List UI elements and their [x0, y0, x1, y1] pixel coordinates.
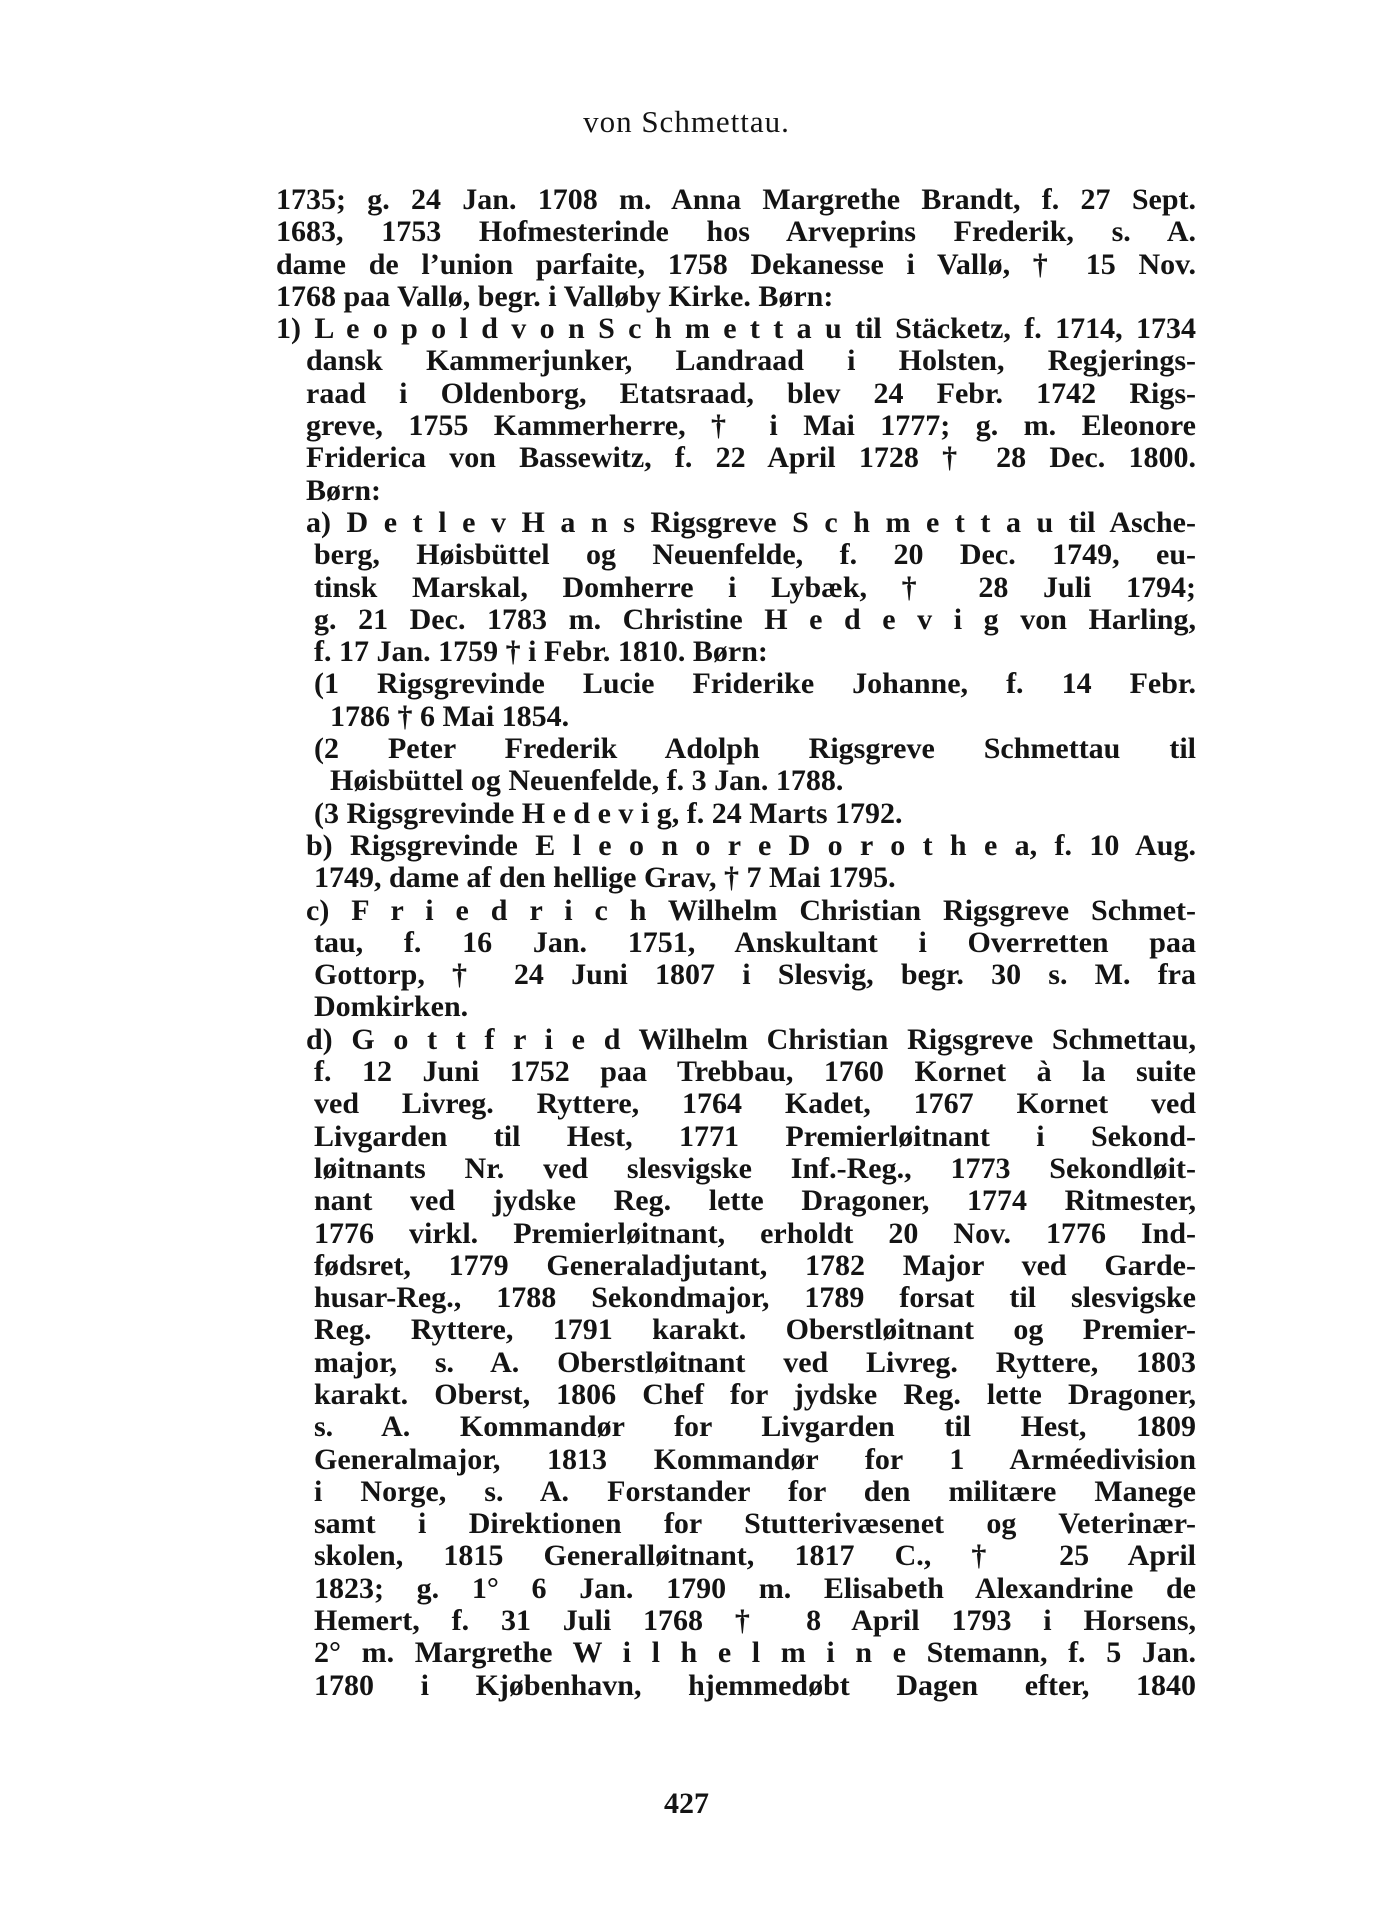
text-line: Børn: [306, 473, 381, 507]
text-line: tinsk Marskal, Domherre i Lybæk, † 28 Juli 1794; [314, 570, 1196, 604]
text-line: 1786 † 6 Mai 1854. [330, 699, 570, 733]
text-line: (3 Rigsgrevinde H e d e v i g, f. 24 Marts 1792. [314, 796, 903, 830]
text-line: karakt. Oberst, 1806 Chef for jydske Reg. lette Dragoner, [314, 1377, 1196, 1411]
text-line: 1735; g. 24 Jan. 1708 m. Anna Margrethe Brandt, f. 27 Sept. [276, 183, 1196, 216]
text-line: a) D e t l e v H a n s Rigsgreve S c h m e t t a u til Asche- [306, 505, 1196, 539]
text-line: s. A. Kommandør for Livgarden til Hest, 1809 [314, 1410, 1196, 1444]
text-line: berg, Høisbüttel og Neuenfelde, f. 20 Dec. 1749, eu- [314, 538, 1196, 572]
text-line: Gottorp, † 24 Juni 1807 i Slesvig, begr. 30 s. M. fra [314, 958, 1196, 992]
running-head: von Schmettau. [583, 104, 790, 139]
text-line: greve, 1755 Kammerherre, † i Mai 1777; g. m. Eleonore [306, 409, 1196, 443]
text-line: i Norge, s. A. Forstander for den militære Manege [314, 1474, 1196, 1508]
text-line: b) Rigsgrevinde E l e o n o r e D o r o t h e a, f. 10 Aug. [306, 828, 1196, 862]
text-line: Hemert, f. 31 Juli 1768 † 8 April 1793 i Horsens, [314, 1604, 1196, 1638]
text-line: 1776 virkl. Premierløitnant, erholdt 20 Nov. 1776 Ind- [314, 1216, 1196, 1250]
text-line: 1780 i Kjøbenhavn, hjemmedøbt Dagen efter, 1840 [314, 1668, 1196, 1702]
text-line: Domkirken. [314, 990, 469, 1024]
body-text [276, 184, 1196, 1702]
text-line: nant ved jydske Reg. lette Dragoner, 1774 Ritmester, [314, 1184, 1196, 1218]
text-line: (2 Peter Frederik Adolph Rigsgreve Schmettau til [314, 732, 1196, 766]
text-line: Friderica von Bassewitz, f. 22 April 1728 † 28 Dec. 1800. [306, 441, 1196, 475]
text-line: raad i Oldenborg, Etatsraad, blev 24 Febr. 1742 Rigs- [306, 376, 1196, 410]
text-line: løitnants Nr. ved slesvigske Inf.-Reg., 1773 Sekondløit- [314, 1151, 1196, 1185]
text-line: dame de l’union parfaite, 1758 Dekanesse i Vallø, † 15 Nov. [276, 247, 1196, 281]
text-line: major, s. A. Oberstløitnant ved Livreg. Ryttere, 1803 [314, 1345, 1196, 1379]
text-line: husar-Reg., 1788 Sekondmajor, 1789 forsat til slesvigske [314, 1281, 1196, 1315]
text-line: samt i Direktionen for Stutterivæsenet og Veterinær- [314, 1507, 1196, 1541]
text-line: g. 21 Dec. 1783 m. Christine H e d e v i g von Harling, [314, 602, 1196, 636]
text-line: 1) L e o p o l d v o n S c h m e t t a u til Stäcketz, f. 1714, 1734 [276, 312, 1196, 346]
text-line: tau, f. 16 Jan. 1751, Anskultant i Overretten paa [314, 925, 1196, 959]
text-line: 1768 paa Vallø, begr. i Valløby Kirke. Børn: [276, 279, 834, 313]
text-line: Høisbüttel og Neuenfelde, f. 3 Jan. 1788. [330, 764, 844, 798]
text-line: 1683, 1753 Hofmesterinde hos Arveprins Frederik, s. A. [276, 215, 1196, 249]
text-line: (1 Rigsgrevinde Lucie Friderike Johanne, f. 14 Febr. [314, 667, 1196, 701]
text-line: dansk Kammerjunker, Landraad i Holsten, Regjerings- [306, 344, 1196, 378]
text-line: skolen, 1815 Generalløitnant, 1817 C., † 25 April [314, 1539, 1196, 1573]
page-number: 427 [664, 1787, 709, 1820]
text-line: fødsret, 1779 Generaladjutant, 1782 Major ved Garde- [314, 1248, 1196, 1282]
text-line: 2° m. Margrethe W i l h e l m i n e Stemann, f. 5 Jan. [314, 1636, 1196, 1670]
text-line: f. 17 Jan. 1759 † i Febr. 1810. Børn: [314, 635, 768, 669]
text-line: f. 12 Juni 1752 paa Trebbau, 1760 Kornet à la suite [314, 1055, 1196, 1089]
text-line: Generalmajor, 1813 Kommandør for 1 Arméedivision [314, 1442, 1196, 1476]
text-line: Livgarden til Hest, 1771 Premierløitnant i Sekond- [314, 1119, 1196, 1153]
text-line: c) F r i e d r i c h Wilhelm Christian Rigsgreve Schmet- [306, 893, 1196, 927]
text-line: 1749, dame af den hellige Grav, † 7 Mai 1795. [314, 861, 896, 895]
text-line: ved Livreg. Ryttere, 1764 Kadet, 1767 Kornet ved [314, 1087, 1196, 1121]
text-line: Reg. Ryttere, 1791 karakt. Oberstløitnant og Premier- [314, 1313, 1196, 1347]
text-line: 1823; g. 1° 6 Jan. 1790 m. Elisabeth Alexandrine de [314, 1571, 1196, 1605]
text-line: d) G o t t f r i e d Wilhelm Christian Rigsgreve Schmettau, [306, 1022, 1196, 1056]
